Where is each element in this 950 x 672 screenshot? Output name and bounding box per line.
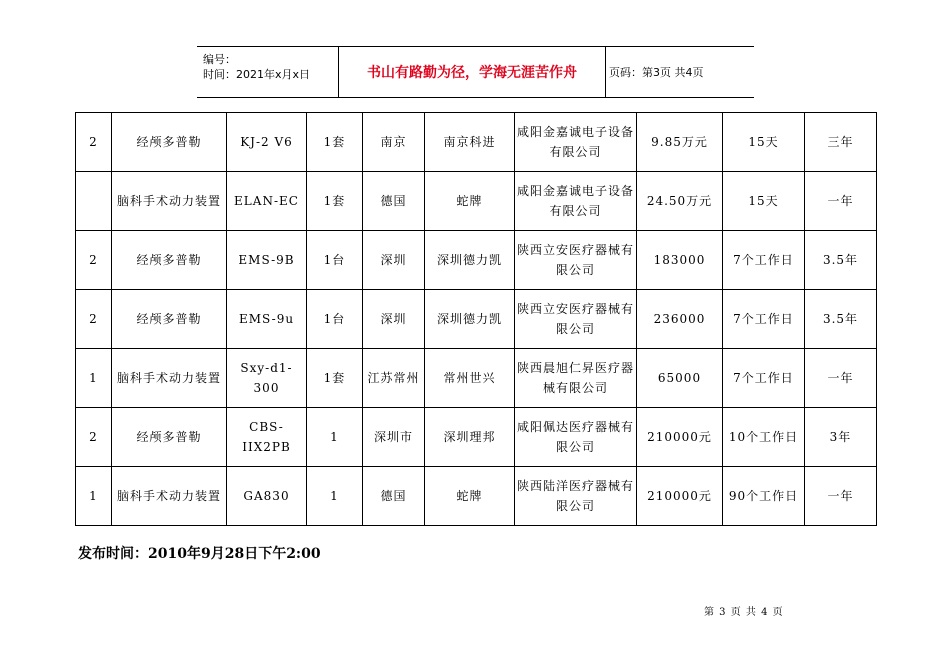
- cell-warranty: 一年: [805, 172, 877, 231]
- header-time-label: 时间：2021年x月x日: [203, 68, 311, 81]
- cell-unit: 1套: [307, 172, 363, 231]
- cell-unit: 1: [307, 467, 363, 526]
- release-time: 发布时间：2010年9月28日下午2:00: [78, 546, 321, 562]
- cell-origin: 深圳: [363, 231, 425, 290]
- table-row: [76, 172, 877, 231]
- cell-warranty: 3年: [805, 408, 877, 467]
- cell-quantity: 1: [76, 349, 112, 408]
- table-row: [76, 113, 877, 172]
- equipment-table: [75, 112, 877, 526]
- cell-unit: 1套: [307, 113, 363, 172]
- cell-quantity: 2: [76, 231, 112, 290]
- table-body: [76, 113, 877, 526]
- cell-device-name: 经颅多普勒: [112, 231, 227, 290]
- cell-brand: 南京科进: [425, 113, 515, 172]
- cell-device-name: 经颅多普勒: [112, 113, 227, 172]
- cell-model: Sxy-d1-300: [227, 349, 307, 408]
- cell-price: 9.85万元: [637, 113, 723, 172]
- header-number-label: 编号：: [203, 53, 236, 66]
- cell-unit: 1台: [307, 290, 363, 349]
- cell-brand: 常州世兴: [425, 349, 515, 408]
- cell-model: EMS-9u: [227, 290, 307, 349]
- cell-brand: 深圳理邦: [425, 408, 515, 467]
- table-row: [76, 231, 877, 290]
- cell-origin: 深圳市: [363, 408, 425, 467]
- cell-origin: 深圳: [363, 290, 425, 349]
- cell-price: 210000元: [637, 467, 723, 526]
- cell-unit: 1台: [307, 231, 363, 290]
- header-meta: [203, 52, 310, 82]
- cell-brand: 蛇牌: [425, 172, 515, 231]
- cell-origin: 德国: [363, 467, 425, 526]
- table-row: [76, 467, 877, 526]
- cell-price: 210000元: [637, 408, 723, 467]
- page-header: [197, 46, 754, 98]
- cell-model: ELAN-EC: [227, 172, 307, 231]
- cell-warranty: 三年: [805, 113, 877, 172]
- cell-delivery: 15天: [723, 113, 805, 172]
- cell-delivery: 15天: [723, 172, 805, 231]
- cell-warranty: 一年: [805, 467, 877, 526]
- cell-price: 236000: [637, 290, 723, 349]
- cell-model: KJ-2 V6: [227, 113, 307, 172]
- cell-delivery: 90个工作日: [723, 467, 805, 526]
- cell-quantity: 2: [76, 290, 112, 349]
- cell-delivery: 7个工作日: [723, 349, 805, 408]
- cell-brand: 深圳德力凯: [425, 290, 515, 349]
- cell-supplier: 陕西晨旭仁昇医疗器械有限公司: [515, 349, 637, 408]
- cell-delivery: 10个工作日: [723, 408, 805, 467]
- cell-device-name: 脑科手术动力装置: [112, 172, 227, 231]
- cell-quantity: 2: [76, 113, 112, 172]
- cell-delivery: 7个工作日: [723, 231, 805, 290]
- table-row: [76, 290, 877, 349]
- cell-warranty: 一年: [805, 349, 877, 408]
- cell-supplier: 陕西立安医疗器械有限公司: [515, 231, 637, 290]
- cell-supplier: 陕西陆洋医疗器械有限公司: [515, 467, 637, 526]
- cell-origin: 南京: [363, 113, 425, 172]
- header-divider: [605, 47, 606, 97]
- cell-price: 65000: [637, 349, 723, 408]
- cell-price: 24.50万元: [637, 172, 723, 231]
- cell-supplier: 咸阳佩达医疗器械有限公司: [515, 408, 637, 467]
- header-motto: 书山有路勤为径，学海无涯苦作舟: [367, 65, 577, 81]
- cell-price: 183000: [637, 231, 723, 290]
- cell-quantity: [76, 172, 112, 231]
- cell-quantity: 1: [76, 467, 112, 526]
- table-row: [76, 349, 877, 408]
- header-divider: [338, 47, 339, 97]
- cell-supplier: 咸阳金嘉诚电子设备有限公司: [515, 113, 637, 172]
- cell-supplier: 咸阳金嘉诚电子设备有限公司: [515, 172, 637, 231]
- cell-model: CBS-IIX2PB: [227, 408, 307, 467]
- cell-model: GA830: [227, 467, 307, 526]
- cell-delivery: 7个工作日: [723, 290, 805, 349]
- cell-device-name: 经颅多普勒: [112, 408, 227, 467]
- page-footer: 第 3 页 共 4 页: [704, 607, 784, 618]
- header-page-label: 页码：第3页 共4页: [609, 66, 704, 79]
- cell-unit: 1套: [307, 349, 363, 408]
- cell-model: EMS-9B: [227, 231, 307, 290]
- cell-device-name: 经颅多普勒: [112, 290, 227, 349]
- cell-warranty: 3.5年: [805, 290, 877, 349]
- cell-device-name: 脑科手术动力装置: [112, 467, 227, 526]
- cell-brand: 深圳德力凯: [425, 231, 515, 290]
- cell-origin: 德国: [363, 172, 425, 231]
- cell-quantity: 2: [76, 408, 112, 467]
- cell-supplier: 陕西立安医疗器械有限公司: [515, 290, 637, 349]
- cell-warranty: 3.5年: [805, 231, 877, 290]
- cell-origin: 江苏常州: [363, 349, 425, 408]
- cell-unit: 1: [307, 408, 363, 467]
- table-row: [76, 408, 877, 467]
- cell-device-name: 脑科手术动力装置: [112, 349, 227, 408]
- cell-brand: 蛇牌: [425, 467, 515, 526]
